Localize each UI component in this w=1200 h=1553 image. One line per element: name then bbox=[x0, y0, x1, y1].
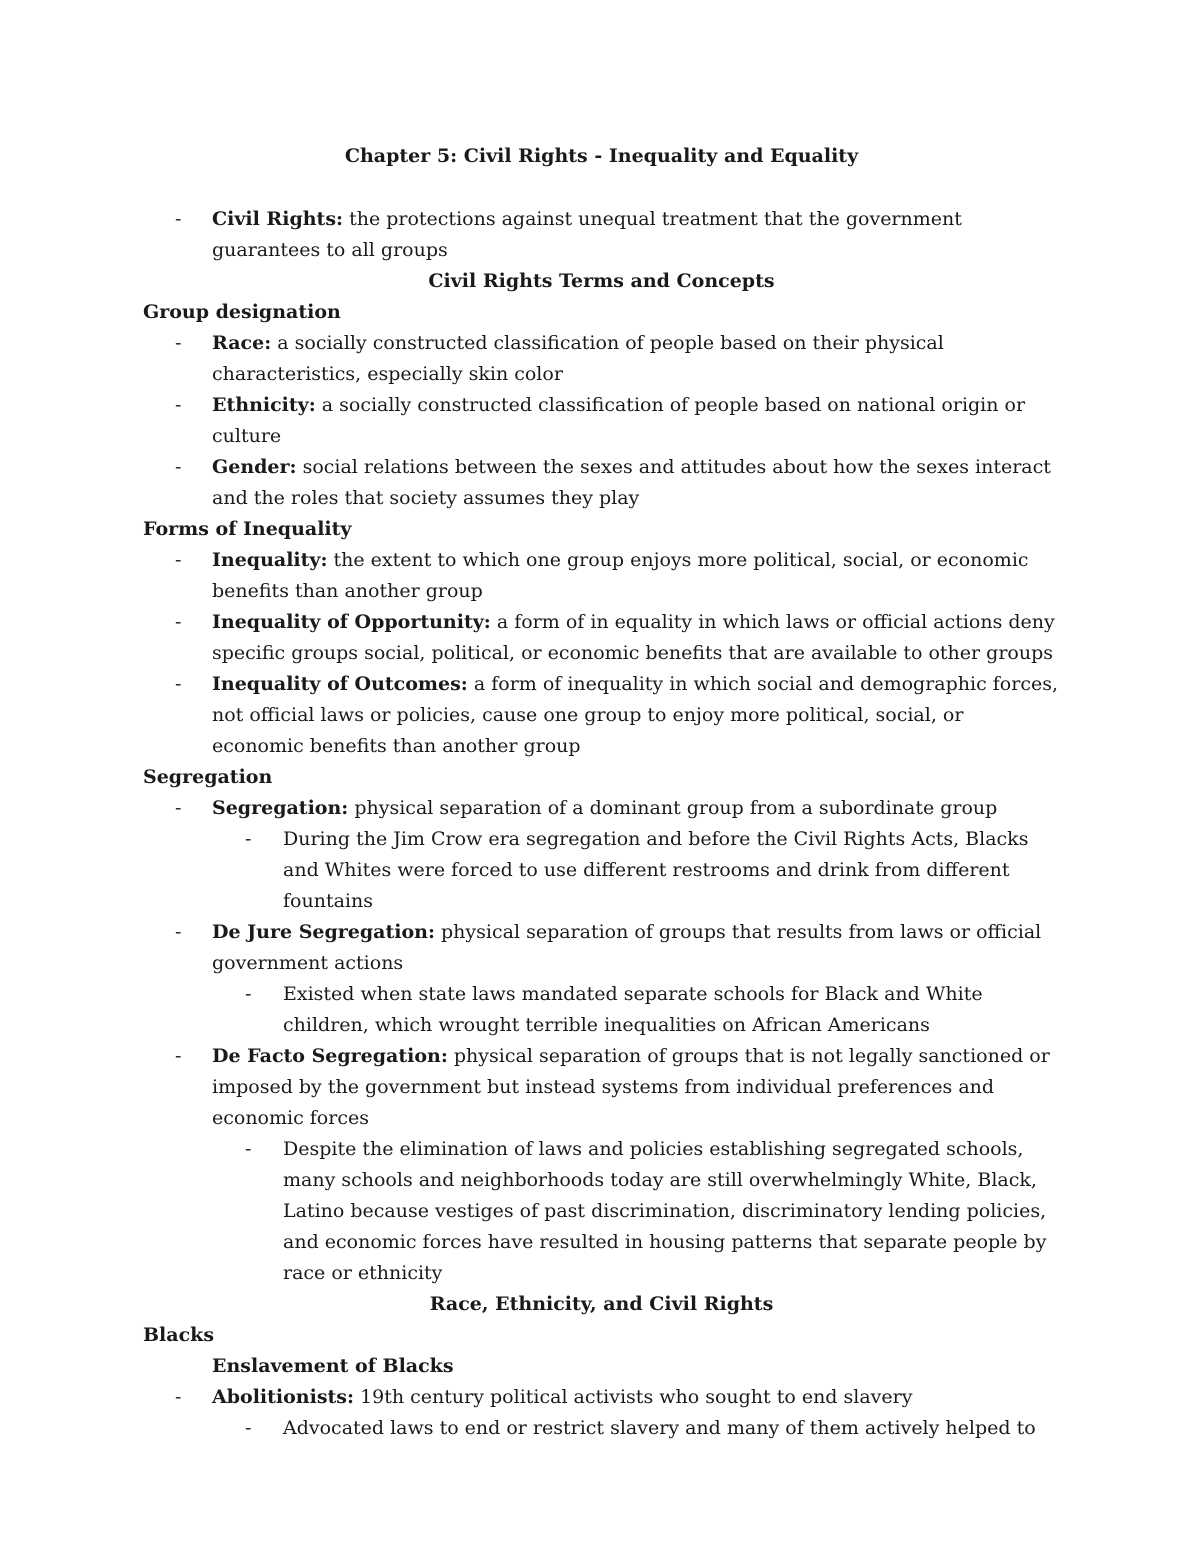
sub-point-text: Existed when state laws mandated separate schools for Black and White children, which wrought terrible inequalities on African Americans bbox=[283, 983, 983, 1036]
page-title: Chapter 5: Civil Rights - Inequality and Equality bbox=[344, 145, 859, 167]
subheading-enslavement: Enslavement of Blacks bbox=[212, 1355, 454, 1377]
definition-text: 19th century political activists who sought to end slavery bbox=[354, 1386, 913, 1408]
bullet-dash: - bbox=[245, 1417, 252, 1439]
term-label: Race: bbox=[212, 332, 272, 354]
definition-text: the protections against unequal treatment that the government guarantees to all groups bbox=[212, 208, 962, 261]
group-heading-blacks: Blacks bbox=[143, 1324, 215, 1346]
term-label: De Facto Segregation: bbox=[212, 1045, 448, 1067]
definition-text: physical separation of groups that is not legally sanctioned or imposed by the government but instead systems from individual preferences and economic forces bbox=[212, 1045, 1050, 1129]
definition-text: physical separation of a dominant group from a subordinate group bbox=[348, 797, 998, 819]
group-heading-segregation: Segregation bbox=[143, 766, 273, 788]
bullet-dash: - bbox=[175, 797, 182, 819]
bullet-dash: - bbox=[245, 1138, 252, 1160]
definition-text: a form of in equality in which laws or official actions deny specific groups social, political, or economic benefits that are available to other groups bbox=[212, 611, 1055, 664]
definition-de-jure-segregation bbox=[143, 917, 1060, 979]
definition-segregation bbox=[143, 793, 1060, 824]
sub-point-text: Despite the elimination of laws and policies establishing segregated schools, many schools and neighborhoods today are still overwhelmingly White, Black, Latino because vestiges of past discrimination, discriminatory lending policies, and economic forces have resulted in housing patterns that separate people by race or ethnicity bbox=[283, 1138, 1047, 1284]
term-label: Abolitionists: bbox=[212, 1386, 355, 1408]
bullet-dash: - bbox=[175, 456, 182, 478]
sub-point-text: Advocated laws to end or restrict slavery and many of them actively helped to bbox=[283, 1417, 1036, 1439]
sub-point-de-facto bbox=[143, 1134, 1060, 1289]
definition-text: a socially constructed classification of people based on national origin or culture bbox=[212, 394, 1026, 447]
bullet-dash: - bbox=[175, 394, 182, 416]
bullet-dash: - bbox=[175, 1386, 182, 1408]
term-label: Inequality of Outcomes: bbox=[212, 673, 468, 695]
definition-abolitionists bbox=[143, 1382, 1060, 1413]
group-heading-designation: Group designation bbox=[143, 301, 341, 323]
bullet-dash: - bbox=[175, 208, 182, 230]
term-label: Inequality of Opportunity: bbox=[212, 611, 491, 633]
bullet-dash: - bbox=[175, 549, 182, 571]
sub-point-de-jure bbox=[143, 979, 1060, 1041]
bullet-dash: - bbox=[175, 611, 182, 633]
bullet-dash: - bbox=[175, 673, 182, 695]
definition-inequality bbox=[143, 545, 1060, 607]
definition-text: a socially constructed classification of people based on their physical characteristics, especially skin color bbox=[212, 332, 944, 385]
section-heading-terms: Civil Rights Terms and Concepts bbox=[428, 270, 775, 292]
definition-text: physical separation of groups that results from laws or official government actions bbox=[212, 921, 1042, 974]
definition-text: a form of inequality in which social and demographic forces, not official laws or policies, cause one group to enjoy more political, social, or economic benefits than another group bbox=[212, 673, 1058, 757]
definition-civil-rights bbox=[143, 204, 1060, 266]
definition-inequality-of-opportunity bbox=[143, 607, 1060, 669]
term-label: Inequality: bbox=[212, 549, 328, 571]
definition-inequality-of-outcomes bbox=[143, 669, 1060, 762]
section-heading-race-ethnicity: Race, Ethnicity, and Civil Rights bbox=[429, 1293, 774, 1315]
sub-point-abolitionists bbox=[143, 1413, 1060, 1444]
bullet-dash: - bbox=[175, 921, 182, 943]
group-heading-inequality: Forms of Inequality bbox=[143, 518, 352, 540]
sub-point-text: During the Jim Crow era segregation and before the Civil Rights Acts, Blacks and Whites were forced to use different restrooms and drink from different fountains bbox=[283, 828, 1029, 912]
bullet-dash: - bbox=[245, 828, 252, 850]
term-label: Segregation: bbox=[212, 797, 349, 819]
term-label: Gender: bbox=[212, 456, 297, 478]
bullet-dash: - bbox=[245, 983, 252, 1005]
definition-text: the extent to which one group enjoys more political, social, or economic benefits than another group bbox=[212, 549, 1029, 602]
term-label: Ethnicity: bbox=[212, 394, 316, 416]
definition-race bbox=[143, 328, 1060, 390]
term-label: De Jure Segregation: bbox=[212, 921, 435, 943]
definition-text: social relations between the sexes and attitudes about how the sexes interact and the roles that society assumes they play bbox=[212, 456, 1051, 509]
definition-ethnicity bbox=[143, 390, 1060, 452]
term-label: Civil Rights: bbox=[212, 208, 344, 230]
definition-gender bbox=[143, 452, 1060, 514]
definition-de-facto-segregation bbox=[143, 1041, 1060, 1134]
bullet-dash: - bbox=[175, 332, 182, 354]
bullet-dash: - bbox=[175, 1045, 182, 1067]
sub-point-segregation bbox=[143, 824, 1060, 917]
